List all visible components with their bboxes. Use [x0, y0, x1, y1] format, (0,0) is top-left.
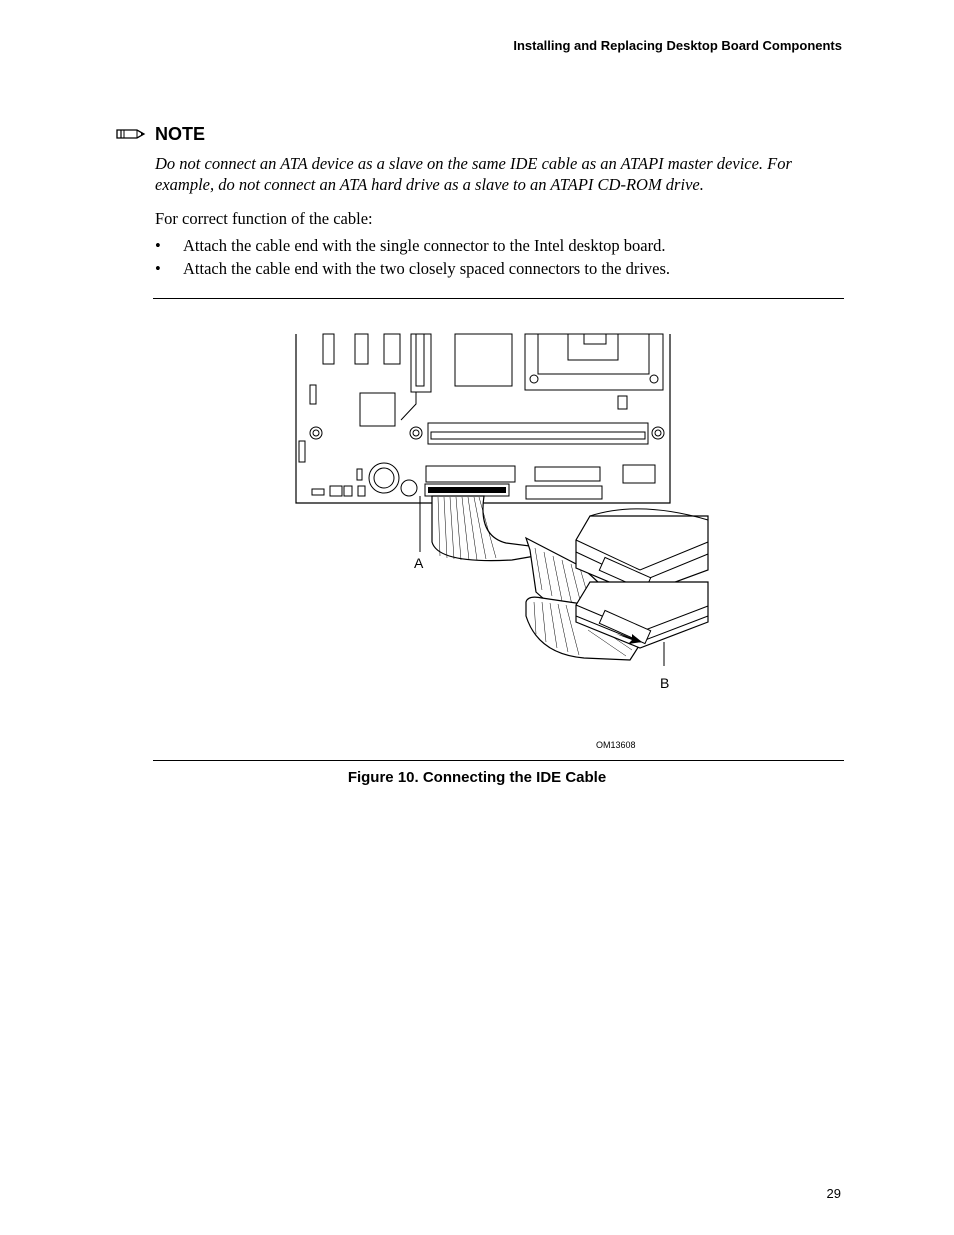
callout-b: B	[660, 675, 670, 691]
figure-caption: Figure 10. Connecting the IDE Cable	[347, 769, 607, 786]
note-title: NOTE	[155, 124, 206, 144]
list-item: • Attach the cable end with the two closely spaced connectors to the drives.	[155, 259, 671, 278]
figure-bottom-rule	[153, 760, 844, 761]
running-header: Installing and Replacing Desktop Board Components	[513, 38, 842, 53]
callout-a: A	[414, 555, 424, 571]
page-number: 29	[826, 1186, 841, 1201]
bullet-icon: •	[155, 259, 161, 278]
bullet-icon: •	[155, 236, 161, 255]
intro-text: For correct function of the cable:	[155, 209, 373, 228]
figure-id: OM13608	[596, 740, 636, 750]
pencil-icon	[113, 125, 147, 143]
bullet-list	[155, 234, 670, 280]
ide-cable-figure	[280, 320, 720, 760]
note-text: Do not connect an ATA device as a slave on the same IDE cable as an ATAPI master device. For example, do not connect an ATA hard drive as a slave to an ATAPI CD-ROM drive.	[155, 154, 792, 194]
list-item: • Attach the cable end with the single connector to the Intel desktop board.	[155, 236, 666, 255]
figure-top-rule	[153, 298, 844, 299]
